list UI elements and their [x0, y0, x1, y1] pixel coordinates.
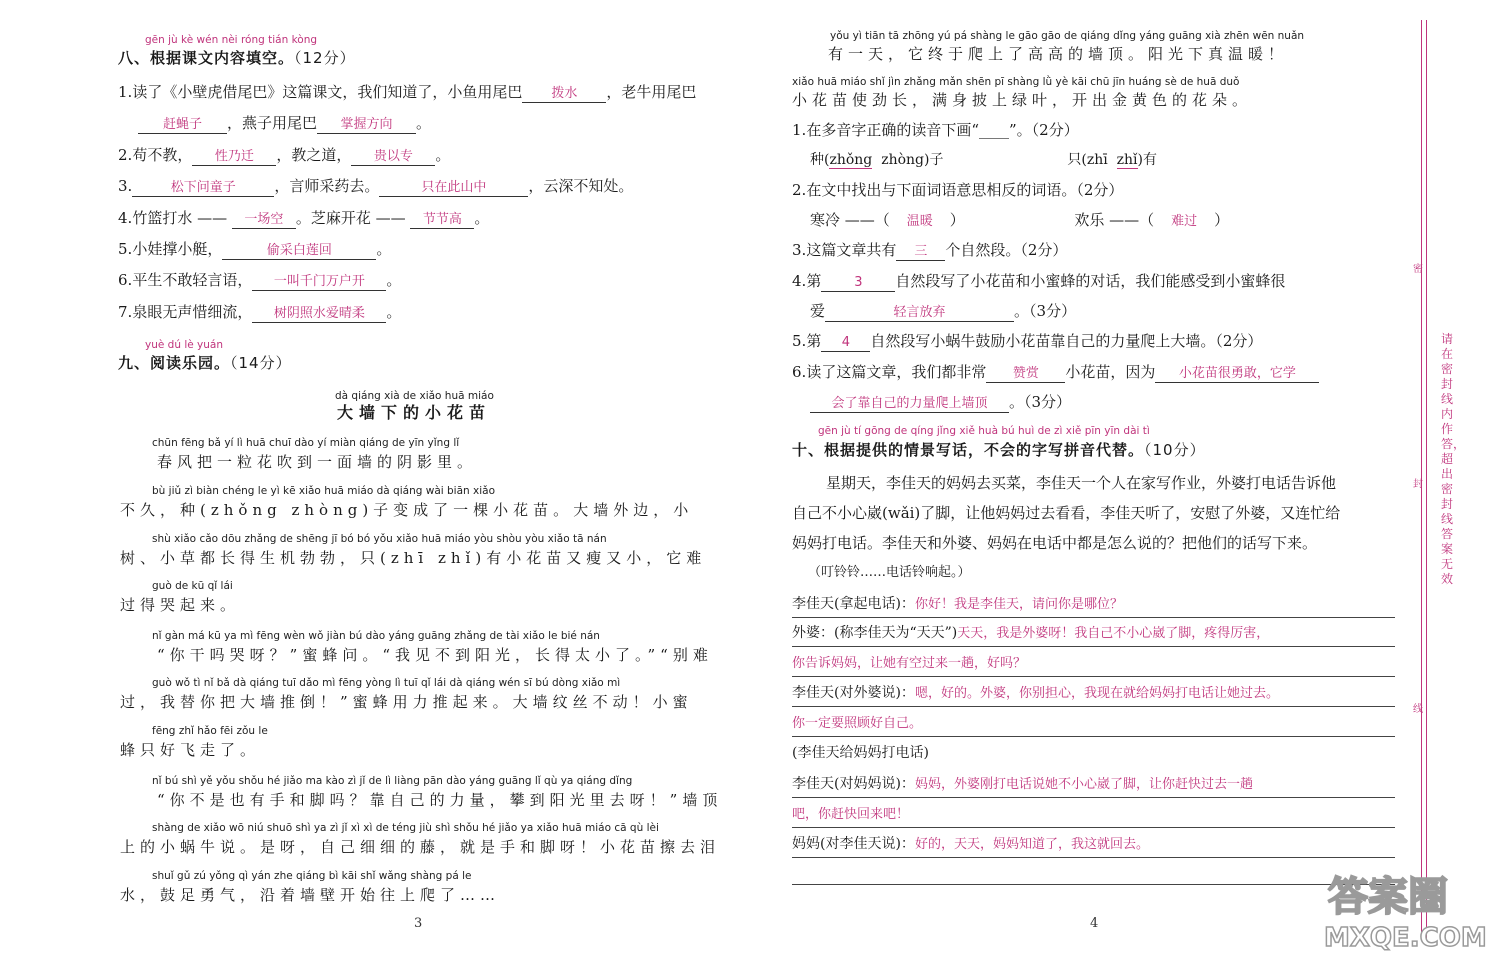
dialog-line [792, 652, 1395, 677]
watermark-text-cn: 答案圈 [1328, 874, 1448, 920]
story-text-line: 过得哭起来。 [120, 596, 241, 614]
dialog-answer: 妈妈，外婆刚打电话说她不小心崴了脚，让你赶快过去一趟 [914, 777, 1253, 792]
story-title-pinyin: dà qiáng xià de xiǎo huā miáo [335, 390, 494, 402]
q2-answers: 寒冷 ——（ 温暖 ） 欢乐 ——（ 难过 ） [810, 211, 1230, 229]
story-title: 大墙下的小花苗 [337, 403, 492, 422]
s8-q3: 3. 松下问童子 ，言师采药去。 只在此山中 ，云深不知处。 [118, 177, 634, 195]
story-text-line: 上的小蜗牛说。是呀，自己细细的藤，就是手和脚呀！小花苗擦去泪 [120, 838, 721, 856]
dialog-answer: 天天，我是外婆呀！我自己不小心崴了脚，疼得厉害， [957, 626, 1270, 641]
s8-heading: 八、根据课文内容填空。（12分） [118, 49, 356, 67]
page-number-right: 4 [1090, 916, 1099, 931]
story-text-line: 水，鼓足勇气，沿着墙壁开始往上爬了…… [120, 886, 501, 904]
story-text-line: 树、小草都长得生机勃勃，只(zhī zhǐ)有小花苗又瘦又小，它难 [120, 549, 707, 567]
page-number-left: 3 [414, 916, 423, 931]
q2: 2.在文中找出与下面词语意思相反的词语。（2分） [792, 181, 1124, 199]
q5: 5.第 4 自然段写小蜗牛鼓励小花苗靠自己的力量爬上大墙。（2分） [792, 332, 1263, 350]
right-page [750, 0, 1415, 958]
s8-q5: 5.小娃撑小艇， 偷采白莲回 。 [118, 240, 392, 258]
dialog-line [792, 860, 1395, 885]
s8-q4: 4.竹篮打水 —— 一场空 。芝麻开花 —— 节节高 。 [118, 209, 490, 227]
s8-q7: 7.泉眼无声惜细流， 树阴照水爱晴柔 。 [118, 303, 402, 321]
seal-mark: 封 [1413, 479, 1423, 490]
s10-prompt-1: 星期天，李佳天的妈妈去买菜，李佳天一个人在家写作业，外婆打电话告诉他 [826, 474, 1337, 492]
s8-q6: 6.平生不敢轻言语， 一叫千门万户开 。 [118, 271, 402, 289]
dialog-answer: 好的，天天，妈妈知道了，我这就回去。 [914, 837, 1149, 852]
story-text-line: 春风把一粒花吹到一面墙的阴影里。 [157, 453, 478, 471]
q3: 3.这篇文章共有 三 个自然段。（2分） [792, 241, 1068, 259]
story-pinyin-line: nǐ gàn má kū ya mì fēng wèn wǒ jiàn bú dào yáng guāng zhǎng de tài xiǎo le bié nán [152, 630, 600, 642]
dialog-speaker: 外婆：(称李佳天为“天天”) [792, 625, 958, 641]
watermark-text-en: MXQE.COM [1324, 923, 1487, 953]
dialog-line [792, 742, 1395, 766]
story-text-line: “你干吗哭呀？”蜜蜂问。“我见不到阳光，长得太小了。”“别难 [157, 646, 713, 664]
q6: 6.读了这篇文章，我们都非常 赞赏 小花苗，因为 小花苗很勇敢，它学 [792, 362, 1319, 383]
dialog-answer: 吧，你赶快回来吧！ [792, 807, 910, 822]
seal-notice: 请在密封线内作答，超出密封线答案无效 [1441, 332, 1466, 586]
dialog-speaker: 妈妈(对李佳天说)： [792, 836, 915, 852]
story-text-line: “你不是也有手和脚吗？靠自己的力量，攀到阳光里去呀！”墙顶 [157, 791, 723, 809]
answer: 拨水 [522, 85, 606, 103]
story-cont-1: 有一天，它终于爬上了高高的墙顶。阳光下真温暖！ [828, 45, 1289, 63]
seal-mark: 密 [1413, 264, 1423, 275]
story-pinyin-line: fēng zhǐ hǎo fēi zǒu le [152, 725, 268, 737]
s8-q2: 2.苟不教， 性乃迁 ，教之道， 贵以专 。 [118, 146, 451, 164]
story-pinyin-line: bù jiǔ zì biàn chéng le yì kē xiǎo huā miáo dà qiáng wài biān xiǎo [152, 485, 496, 497]
seal-line [1426, 20, 1427, 940]
seal-mark: 线 [1413, 704, 1423, 715]
dialog-answer: 你好！我是李佳天，请问你是哪位？ [914, 597, 1123, 612]
story-text-line: 不久，种(zhǒng zhòng)子变成了一棵小花苗。大墙外边，小 [120, 501, 694, 519]
dialog-speaker: 李佳天(拿起电话)： [792, 596, 915, 612]
dialog-answer: 你一定要照顾好自己。 [792, 716, 923, 731]
dialog-answer: 嗯，好的。外婆，你别担心，我现在就给妈妈打电话让她过去。 [914, 686, 1279, 701]
story-cont-pinyin-1: yǒu yì tiān tā zhōng yú pá shàng le gāo gāo de qiáng dǐng yáng guāng xià zhēn wēn nuǎn [830, 30, 1305, 42]
s8-pinyin: gēn jù kè wén nèi róng tián kòng [145, 34, 318, 46]
selected-reading: zhǐ [1116, 152, 1138, 168]
story-pinyin-line: shù xiǎo cǎo dōu zhǎng de shēng jī bó bó yǒu xiǎo huā miáo yòu shòu yòu xiǎo tā nán [152, 533, 607, 545]
dialog-line [792, 773, 1395, 798]
dialog-speaker: 李佳天(对外婆说)： [792, 685, 915, 701]
story-cont-2: 小花苗使劲长，满身披上绿叶，开出金黄色的花朵。 [792, 91, 1253, 109]
s9-heading: 九、阅读乐园。（14分） [118, 354, 292, 372]
story-pinyin-line: nǐ bú shì yě yǒu shǒu hé jiǎo ma kào zì jǐ de lì liàng pān dào yáng guāng lǐ qù ya qiáng dǐng [152, 775, 633, 787]
dialog-line [792, 682, 1395, 707]
ring-note: （叮铃铃……电话铃响起。） [808, 565, 971, 580]
dialog-line [792, 712, 1395, 737]
s10-prompt-3: 妈妈打电话。李佳天和外婆、妈妈在电话中都是怎么说的？把他们的话写下来。 [792, 534, 1318, 552]
story-cont-pinyin-2: xiǎo huā miáo shǐ jìn zhǎng mǎn shēn pī shàng lǜ yè kāi chū jīn huáng sè de huā duǒ [792, 76, 1240, 88]
dialog-line [792, 833, 1395, 858]
story-pinyin-line: shuǐ gǔ zú yǒng qì yán zhe qiáng bì kāi shǐ wǎng shàng pá le [152, 870, 472, 882]
s8-q1-cont: 赶蝇子 ，燕子用尾巴 掌握方向 。 [138, 113, 431, 134]
selected-reading: zhǒng [829, 152, 873, 168]
watermark-logo [1310, 862, 1490, 954]
story-pinyin-line: shàng de xiǎo wō niú shuō shì ya zì jǐ xì xì de téng jiù shì shǒu hé jiǎo ya xiǎo huā miáo cā qù lèi [152, 822, 659, 834]
dialog-line [792, 622, 1395, 647]
story-pinyin-line: chūn fēng bǎ yí lì huā chuī dào yí miàn qiáng de yīn yǐng lǐ [152, 437, 460, 449]
q1-options: 种(zhǒng zhòng)子 只(zhī zhǐ)有 [810, 152, 1157, 168]
q1: 1.在多音字正确的读音下画“____”。（2分） [792, 121, 1079, 139]
seal-line-margin [1415, 20, 1500, 940]
dialog-line [792, 803, 1395, 828]
s9-pinyin: yuè dú lè yuán [145, 339, 223, 351]
site-watermark-logo [1310, 862, 1490, 954]
s10-prompt-2: 自己不小心崴(wǎi)了脚，让他妈妈过去看看，李佳天听了，安慰了外婆，又连忙给 [792, 504, 1341, 522]
story-text-line: 过，我替你把大墙推倒！”蜜蜂用力推起来。大墙纹丝不动！小蜜 [120, 693, 693, 711]
q4-cont: 爱 轻言放弃 。（3分） [810, 302, 1077, 320]
q4: 4.第 3 自然段写了小花苗和小蜜蜂的对话，我们能感受到小蜜蜂很 [792, 272, 1286, 290]
s8-q1: 1.读了《小壁虎借尾巴》这篇课文，我们知道了，小鱼用尾巴 拨水 ，老牛用尾巴 [118, 83, 697, 101]
story-pinyin-line: guò de kū qǐ lái [152, 580, 233, 592]
s10-pinyin: gēn jù tí gōng de qíng jǐng xiě huà bú huì de zì xiě pīn yīn dài tì [818, 425, 1150, 437]
story-text-line: 蜂只好飞走了。 [120, 741, 261, 759]
dialog-speaker: 李佳天(对妈妈说)： [792, 776, 915, 792]
q6-cont: 会了靠自己的力量爬上墙顶 。（3分） [810, 392, 1071, 413]
dialog-answer: 你告诉妈妈，让她有空过来一趟，好吗？ [792, 656, 1027, 671]
dialog-speaker: (李佳天给妈妈打电话) [792, 745, 929, 761]
s10-heading: 十、根据提供的情景写话，不会的字写拼音代替。（10分） [792, 441, 1206, 459]
story-pinyin-line: guò wǒ tì nǐ bǎ dà qiáng tuī dǎo mì fēng yòng lì tuī qǐ lái dà qiáng wén sī bú dòng xiǎo mì [152, 677, 621, 689]
dialog-line [792, 593, 1395, 618]
